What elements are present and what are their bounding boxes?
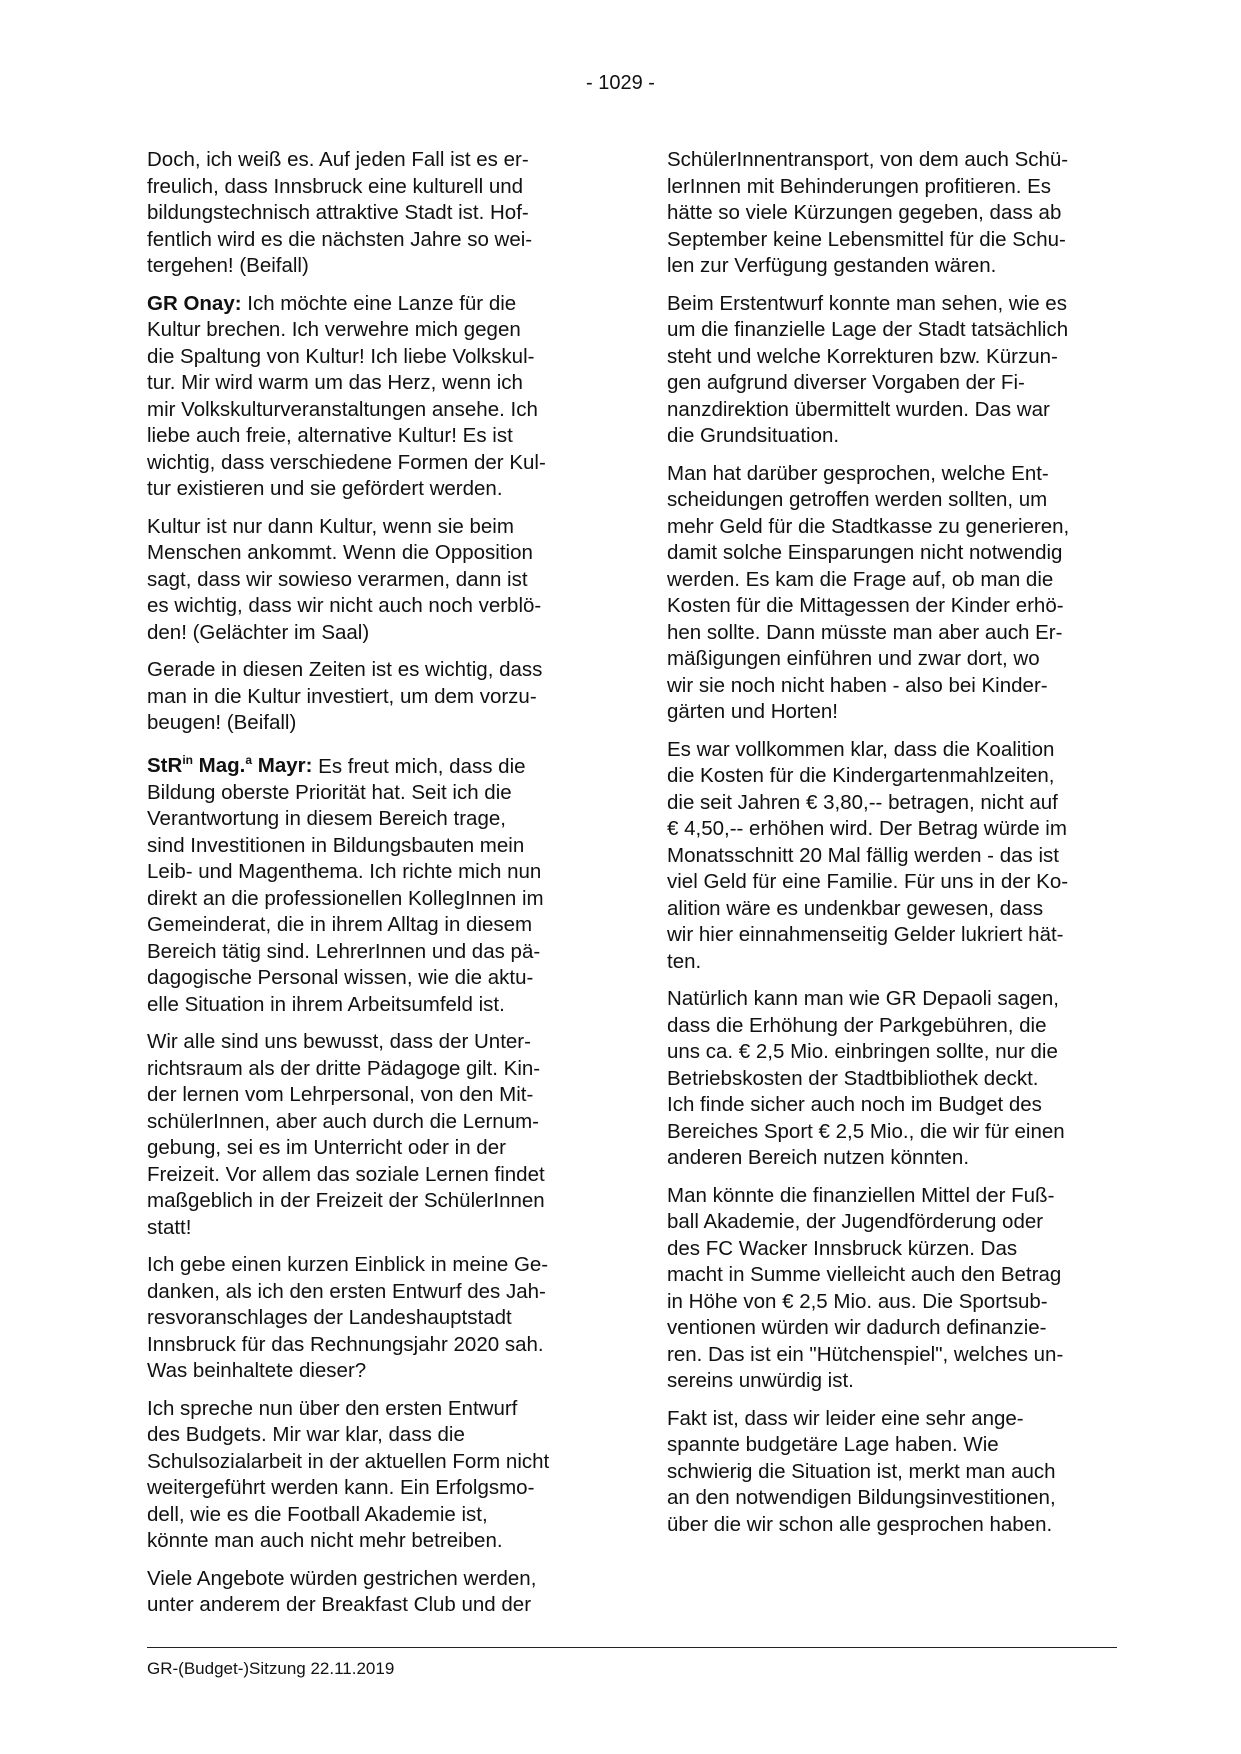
speaker-name: GR Onay: (147, 291, 242, 315)
left-column (147, 147, 599, 1630)
paragraph: Man hat darüber gesprochen, welche Ent- scheidungen getroffen werden sollten, um mehr Geld für die Stadtkasse zu generieren, damit solche Einsparungen nicht notwendig werden. Es kam die Frage auf, ob man die Kosten für die Mittagessen der Kinder erhö- hen sollte. Dann müsste man aber auch Er- mäßigungen einführen und zwar dort, wo wir sie noch nicht haben - also bei Kinder- gärten und Horten! (667, 461, 1070, 723)
paragraph: Kultur ist nur dann Kultur, wenn sie beim Menschen ankommt. Wenn die Opposition sagt, dass wir sowieso verarmen, dann ist es wichtig, dass wir nicht auch noch verblö- den! (Gelächter im Saal) (147, 514, 542, 644)
paragraph: Natürlich kann man wie GR Depaoli sagen, dass die Erhöhung der Parkgebühren, die uns ca. € 2,5 Mio. einbringen sollte, nur die Betriebskosten der Stadtbibliothek deckt. Ich finde sicher auch noch im Budget des Bereiches Sport € 2,5 Mio., die wir für einen anderen Bereich nutzen könnten. (667, 987, 1065, 1169)
paragraph: Ich spreche nun über den ersten Entwurf des Budgets. Mir war klar, dass die Schulsozialarbeit in der aktuellen Form nicht weitergeführt werden kann. Ein Erfolgsmo- dell, wie es die Football Akademie ist, könnte man auch nicht mehr betreiben. (147, 1396, 550, 1553)
paragraph: Gerade in diesen Zeiten ist es wichtig, dass man in die Kultur investiert, um dem vorzu- beugen! (Beifall) (147, 658, 543, 734)
paragraph-gr-onay: GR Onay: Ich möchte eine Lanze für die Kultur brechen. Ich verwehre mich gegen die Spaltung von Kultur! Ich liebe Volkskul- tur. Mir wird warm um das Herz, wenn ich mir Volkskulturveranstaltungen ansehe. Ich liebe auch freie, alternative Kultur! Es ist wichtig, dass verschiedene Formen der Kul- tur existieren und sie gefördert werden. (147, 291, 546, 500)
footer-divider (147, 1647, 1117, 1648)
paragraph: Doch, ich weiß es. Auf jeden Fall ist es er- freulich, dass Innsbruck eine kulturell und bildungstechnisch attraktive Stadt ist. Hof- fentlich wird es die nächsten Jahre so wei- tergehen! (Beifall) (147, 148, 533, 277)
paragraph: Wir alle sind uns bewusst, dass der Unter- richtsraum als der dritte Pädagoge gilt. Kin- der lernen vom Lehrpersonal, von den Mit- schülerInnen, aber auch durch die Lernum- gebung, sei es im Unterricht oder in der Freizeit. Vor allem das soziale Lernen findet maßgeblich in der Freizeit der SchülerInnen statt! (147, 1030, 545, 1239)
paragraph: Ich gebe einen kurzen Einblick in meine Ge- danken, als ich den ersten Entwurf des Jah- resvoranschlages der Landeshauptstadt Innsbruck für das Rechnungsjahr 2020 sah. Was beinhaltete dieser? (147, 1253, 549, 1383)
paragraph: SchülerInnentransport, von dem auch Schü- lerInnen mit Behinderungen profitieren. Es hätte so viele Kürzungen gegeben, dass ab September keine Lebensmittel für die Schu- len zur Verfügung gestanden wären. (667, 148, 1069, 277)
paragraph-str-mayr: StR$^{in}$ Mag.$^a$ Mayr: Es freut mich, dass die Bildung oberste Priorität hat. Seit ich die Verantwortung in diesem Bereich trage, sind Investitionen in Bildungsbauten mein Leib- und Magenthema. Ich richte mich nun direkt an die professionellen KollegInnen im Gemeinderat, die in ihrem Alltag in diesem Bereich tätig sind. LehrerInnen und das pä- dagogische Personal wissen, wie die aktu- elle Situation in ihrem Arbeitsumfeld ist. (147, 753, 544, 1016)
paragraph: Man könnte die finanziellen Mittel der Fuß- ball Akademie, der Jugendförderung oder des FC Wacker Innsbruck kürzen. Das macht in Summe vielleicht auch den Betrag in Höhe von € 2,5 Mio. aus. Die Sportsub- ventionen würden wir dadurch definanzie- ren. Das ist ein "Hütchenspiel", welches un- sereins unwürdig ist. (667, 1183, 1064, 1392)
paragraph: Viele Angebote würden gestrichen werden, unter anderem der Breakfast Club und der (147, 1566, 537, 1617)
page-number: - 1029 - (586, 72, 655, 94)
speaker-name: StR$^{in}$ Mag.$^a$ Mayr: (147, 753, 313, 778)
footer-session-date: GR-(Budget-)Sitzung 22.11.2019 (147, 1659, 395, 1678)
paragraph: Es war vollkommen klar, dass die Koalition die Kosten für die Kindergartenmahlzeiten, die seit Jahren € 3,80,-- betragen, nicht auf € 4,50,-- erhöhen wird. Der Betrag würde im Monatsschnitt 20 Mal fällig werden - das ist viel Geld für eine Familie. Für uns in der Ko- alition wäre es undenkbar gewesen, dass wir hier einnahmenseitig Gelder lukriert hät- ten. (667, 737, 1069, 973)
paragraph: Fakt ist, dass wir leider eine sehr ange- spannte budgetäre Lage haben. Wie schwierig die Situation ist, merkt man auch an den notwendigen Bildungsinvestitionen, über die wir schon alle gesprochen haben. (667, 1406, 1056, 1536)
right-column (667, 147, 1119, 1549)
paragraph: Beim Erstentwurf konnte man sehen, wie es um die finanzielle Lage der Stadt tatsächlich steht und welche Korrekturen bzw. Kürzun- gen aufgrund diverser Vorgaben der Fi- nanzdirektion übermittelt wurden. Das war die Grundsituation. (667, 291, 1069, 447)
